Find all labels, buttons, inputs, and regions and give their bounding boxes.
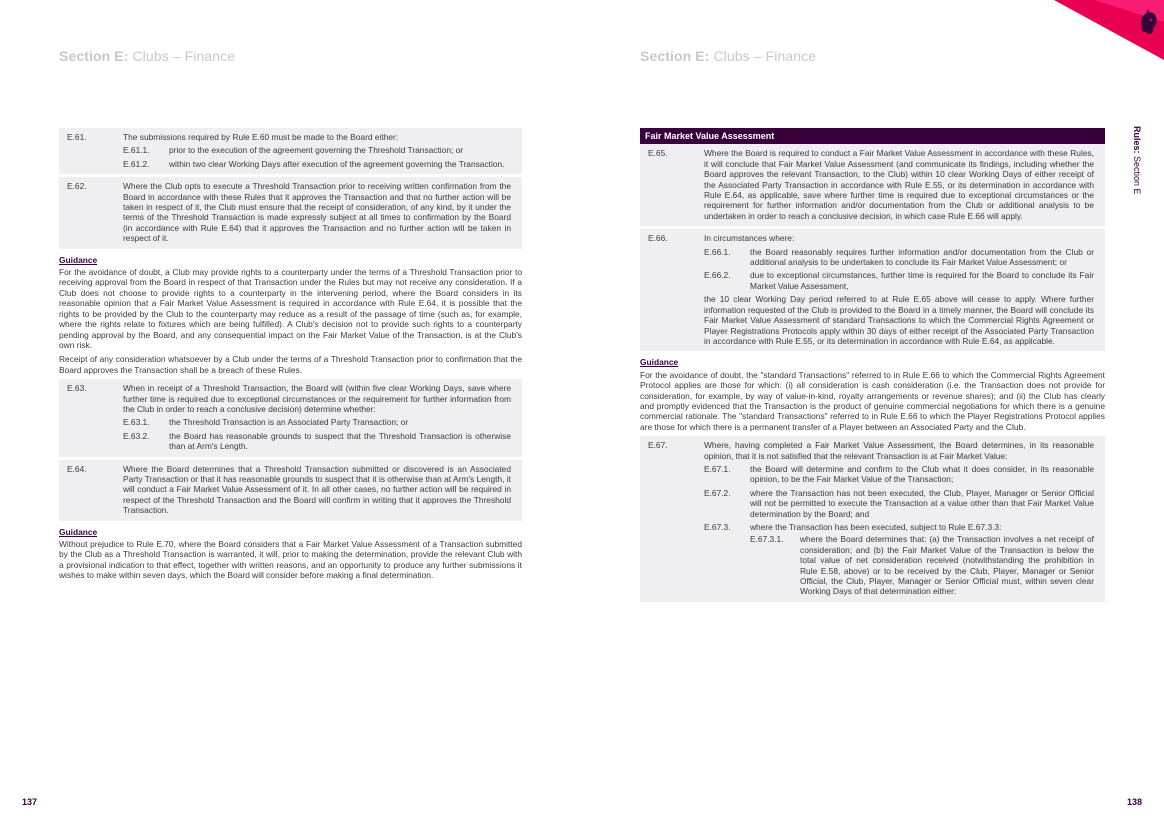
side-tab: Rules: Section E [1132, 126, 1142, 195]
rule-number: E.66. [648, 233, 668, 244]
right-content [640, 128, 1105, 605]
subrule-text: the Board will determine and confirm to the Club what it does consider, in its reasonable opinion, to be the Fair Market Value of the Transaction; [750, 463, 1094, 485]
rule-number: E.63. [67, 383, 87, 394]
rule-number: E.65. [648, 148, 668, 159]
rule-text: In circumstances where: [704, 233, 795, 244]
rule-e62 [59, 177, 522, 248]
subrule-number: E.63.1. [123, 417, 150, 428]
rule-number: E.61. [67, 132, 87, 142]
subrule-number: E.66.1. [704, 246, 731, 257]
subrule-number: E.67.1. [704, 463, 731, 474]
subrule-number: E.61.2. [123, 158, 150, 169]
subrule-text: the Board has reasonable grounds to suspect that the Threshold Transaction is otherwise than at Arm's Length. [169, 430, 511, 452]
guidance-paragraph: Without prejudice to Rule E.70, where the Board considers that a Fair Market Value Assessment of a Transaction submitted by the Club as a Threshold Transaction is warranted, it will, prior to making the determination, provide the relevant Club with a provisional indication to that effect, together with written reasons, and an opportunity to produce any further submissions it wishes to make within seven days, which the Board will consider before making a final determination. [59, 539, 522, 581]
corner-banner [1014, 0, 1164, 60]
subrule-text: due to exceptional circumstances, further time is required for the Board to conclude its Fair Market Value Assessment, [750, 270, 1094, 291]
rule-text: Where the Club opts to execute a Threshold Transaction prior to receiving written confirmation from the Board in accordance with these Rules that it approves the Transaction and that no further action will be taken in respect of it, the Club must ensure that the receipt of consideration, of any kind, by it under the terms of the Threshold Transaction is made expressly subject at all times to confirmation by the Board (in accordance with Rule E.64) that it approves the Transaction and no further action will be taken in respect of it. [123, 181, 511, 244]
guidance-paragraph: For the avoidance of doubt, a Club may provide rights to a counterparty under the terms of a Threshold Transaction prior to receiving approval from the Board in respect of that Transaction under the Rules but may not receive any consideration. If a Club does not choose to provide rights to a counterparty in the intervening period, where the Board considers in its reasonable opinion that a Fair Market Value Assessment is required in accordance with Rule E.64, it is possible that the rights to be provided by the Club to the counterparty may reduce as a result of the passage of time (such as, for example, where the rights relate to fixtures which are being fulfilled). A Club's decision not to provide such rights to a counterparty pending approval by the Board, and any consequential impact on the Fair Market Value of the Transaction, is at the Club's own risk. [59, 267, 522, 350]
subrule-text: the Threshold Transaction is an Associated Party Transaction; or [169, 417, 409, 428]
rule-number: E.67. [648, 440, 668, 451]
guidance-heading: Guidance [59, 254, 98, 265]
rule-text: Where the Board is required to conduct a Fair Market Value Assessment in accordance with these Rules, it will conclude that Fair Market Value Assessment (and communicate its findings, including whether the Board approves the relevant Transaction, to the Club) within 10 clear Working Days of either receipt of the Associated Party Transaction in accordance with Rule E.55, or its determination in accordance with Rule E.64, as applicable, save where further time is required due to exceptional circumstances or the requirement for further information and/or documentation from the Club or additional analysis to be undertaken in order to reach a conclusive decision, in which case Rule E.66 will apply. [704, 148, 1094, 221]
rule-e67 [640, 436, 1105, 602]
guidance-heading: Guidance [640, 357, 679, 368]
rule-e63 [59, 379, 522, 456]
rule-text: Where the Board determines that a Threshold Transaction submitted or discovered is an Associated Party Transaction or that it has reasonable grounds to suspect that it is otherwise than at Arm's Length, it will conduct a Fair Market Value Assessment of it. In all other cases, no further action will be required in respect of the Threshold Transaction and the Board will confirm in writing that it approves the Threshold Transaction. [123, 463, 511, 516]
rule-number: E.62. [67, 181, 87, 192]
subrule-text: the Board reasonably requires further information and/or documentation from the Club or additional analysis to be undertaken to conclude its Fair Market Value Assessment; or [750, 246, 1094, 268]
guidance-paragraph: For the avoidance of doubt, the "standard Transactions" referred to in Rule E.66 to which the Commercial Rights Agreement Protocol applies are those for which: (i) all consideration is cash consideration (i.e. the Transaction does not provide for consideration, for example, by way of value-in-kind, royalty arrangements or revenue shares); and (ii) the Club has clearly and promptly evidenced that the Transaction is the product of genuine commercial negotiations for which there is a genuine commercial rationale. The "standard Transactions" referred to in Rule E.66 to which the Player Registrations Protocol applies are those for which there is a permanent transfer of a Player between an Associated Party and the Club. [640, 369, 1105, 432]
section-title-bar: Fair Market Value Assessment [640, 128, 1105, 144]
subsubrule-number: E.67.3.1. [750, 534, 784, 545]
rule-continuation: the 10 clear Working Day period referred to at Rule E.65 above will cease to apply. Where further information requested of the Club is provided to the Board in a timely manner, the Board will conclude its Fair Market Value Assessment of standard Transactions to which the Commercial Rights Agreement or Player Registrations Protocols apply within 30 days of either receipt of the Associated Party Transaction in accordance with Rule E.55, or its determination in accordance with Rule E.64, as applicable. [704, 294, 1094, 346]
subsubrule-text: where the Board determines that: (a) the Transaction involves a net receipt of consideration; and (b) the Fair Market Value of the Transaction is below the total value of net consideration received (notwithstanding the prohibition in Rule E.58, above) or to be received by the Club, Player, Manager or Senior Official, the Club, Player, Manager or Senior Official must, within seven clear Working Days of that determination either: [800, 534, 1094, 597]
section-header-left: Section E: Clubs – Finance [59, 48, 236, 64]
rule-e66 [640, 229, 1105, 351]
rule-text: Where, having completed a Fair Market Value Assessment, the Board determines, in its reasonable opinion, that it is not satisfied that the relevant Transaction is at Fair Market Value: [704, 440, 1094, 461]
rule-text: When in receipt of a Threshold Transaction, the Board will (within five clear Working Days, save where further time is required due to exceptional circumstances or the requirement for further information from the Club in order to reach a conclusive decision) determine whether: [123, 383, 511, 414]
subrule-text: prior to the execution of the agreement governing the Threshold Transaction; or [169, 145, 464, 156]
subrule-number: E.66.2. [704, 270, 731, 281]
rule-number: E.64. [67, 463, 87, 474]
rule-text: The submissions required by Rule E.60 must be made to the Board either: [123, 132, 399, 142]
subrule-text: where the Transaction has not been executed, the Club, Player, Manager or Senior Official will not be permitted to execute the Transaction at a value other than that Fair Market Value determination by the Board; and [750, 487, 1094, 519]
section-header-right: Section E: Clubs – Finance [640, 48, 817, 64]
rule-e64 [59, 460, 522, 521]
page-number: 137 [22, 797, 38, 807]
rule-e61 [59, 128, 522, 174]
subrule-text: within two clear Working Days after execution of the agreement governing the Transaction. [169, 158, 505, 169]
rule-e65 [640, 144, 1105, 226]
left-content [59, 128, 522, 585]
subrule-number: E.67.2. [704, 487, 731, 498]
page-number: 138 [1126, 797, 1142, 807]
guidance-heading: Guidance [59, 526, 98, 537]
subrule-number: E.67.3. [704, 522, 731, 532]
subrule-number: E.61.1. [123, 145, 150, 156]
subrule-number: E.63.2. [123, 430, 150, 441]
guidance-paragraph: Receipt of any consideration whatsoever by a Club under the terms of a Threshold Transaction prior to confirmation that the Board approves the Transaction shall be a breach of these Rules. [59, 354, 522, 375]
subrule-text: where the Transaction has been executed, subject to Rule E.67.3.3: [750, 522, 1002, 532]
